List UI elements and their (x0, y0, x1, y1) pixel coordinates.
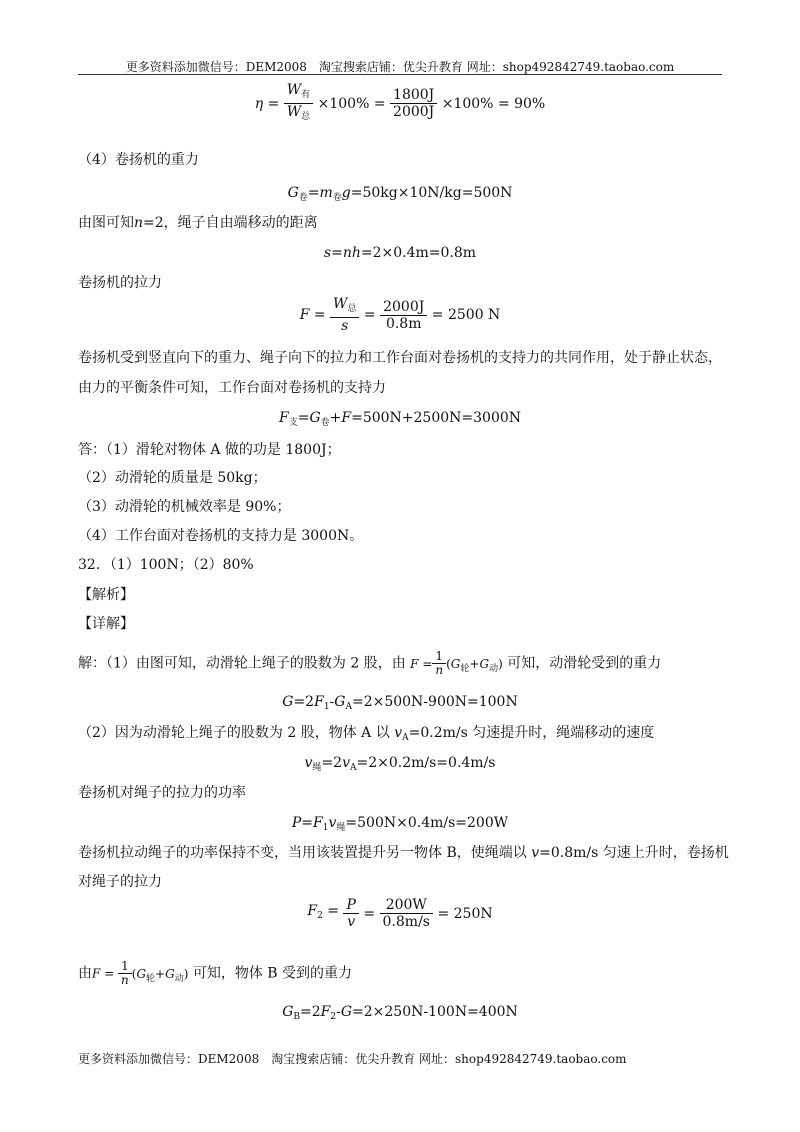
solution-1-text: 解：（1）由图可知，动滑轮上绳子的股数为 2 股，由 F = $\frac{1}{n}$ $(G_轮+G_动)$ 可知，动滑轮受到的重力 (78, 649, 662, 677)
rope-distance-text: 由图可知n=2，绳子自由端移动的距离 (78, 215, 318, 231)
answer-1: 答：（1）滑轮对物体 A 做的功是 1800J； (78, 442, 341, 458)
answer-4: （4）工作台面对卷扬机的支持力是 3000N。 (78, 528, 364, 544)
answer-3: （3）动滑轮的机械效率是 90%； (78, 499, 291, 515)
efficiency-equation: η = $\frac{W_有}{W_总}$ ×100% = $\frac{1800J}{2000J}$ ×100% = 90% (254, 82, 546, 122)
distance-equation: s=nh=2×0.4m=0.8m (323, 245, 477, 261)
pull-force-text: 卷扬机的拉力 (78, 275, 162, 291)
winch-gravity-equation: $G_卷=m_卷g=50kg\times 10N/kg=500N$ (287, 185, 513, 203)
f2-equation: $F_2$ = $\frac{P}{v}$ = $\frac{200W}{0.8m/s}$ = 250N (307, 897, 493, 930)
support-force-equation: $F_支=G_卷+F=500N+2500N=3000N$ (278, 410, 522, 428)
pulley-formula: F = (410, 656, 433, 671)
question-32-answers: 32．（1）100N；（2）80% (78, 557, 254, 573)
solution-3-text: 由F = $\frac{1}{n}$ $(G_轮+G_动)$ 可知，物体 B 受到的重力 (78, 959, 353, 987)
power-text: 卷扬机对绳子的拉力的功率 (78, 785, 246, 801)
header-rule (78, 74, 722, 75)
page-footer: 更多资料添加微信号：DEM2008 淘宝搜索店铺：优尖升教育 网址：shop492842749.taobao.com (78, 1052, 627, 1066)
constant-power-text-2: 对绳子的拉力 (78, 874, 162, 890)
force-balance-text-2: 由力的平衡条件可知，工作台面对卷扬机的支持力 (78, 380, 386, 396)
solution-2-text: （2）因为动滑轮上绳子的股数为 2 股，物体 A 以 $v_A=0.2m/s$ 匀速提升时，绳端移动的速度 (78, 725, 655, 743)
pulley-gravity-equation: $G=2F_1-G_A=2\times 500N-900N=100N$ (282, 694, 518, 712)
pull-force-equation: F = $\frac{W_总}{s}$ = $\frac{2000J}{0.8m}$ = 2500 N (299, 296, 501, 334)
rope-speed-equation: $v_绳=2v_A=2\times 0.2m/s=0.4m/s$ (304, 755, 496, 773)
part4-title: （4）卷扬机的重力 (78, 152, 199, 168)
power-equation: $P=F_1v_绳=500N\times 0.4m/s=200W$ (291, 815, 509, 833)
object-b-gravity-equation: $G_B=2F_2-G=2\times 250N-100N=400N$ (282, 1004, 518, 1022)
constant-power-text-1: 卷扬机拉动绳子的功率保持不变，当用该装置提升另一物体 B，使绳端以 v=0.8m/s 匀速上升时，卷扬机 (78, 845, 729, 861)
analysis-heading: 【解析】 (78, 587, 134, 603)
page-header: 更多资料添加微信号：DEM2008 淘宝搜索店铺：优尖升教育 网址：shop492842749.taobao.com (125, 60, 675, 74)
detail-heading: 【详解】 (78, 616, 134, 632)
answer-2: （2）动滑轮的质量是 50kg； (78, 470, 267, 486)
force-balance-text-1: 卷扬机受到竖直向下的重力、绳子向下的拉力和工作台面对卷扬机的支持力的共同作用，处于静止状态， (78, 350, 722, 366)
